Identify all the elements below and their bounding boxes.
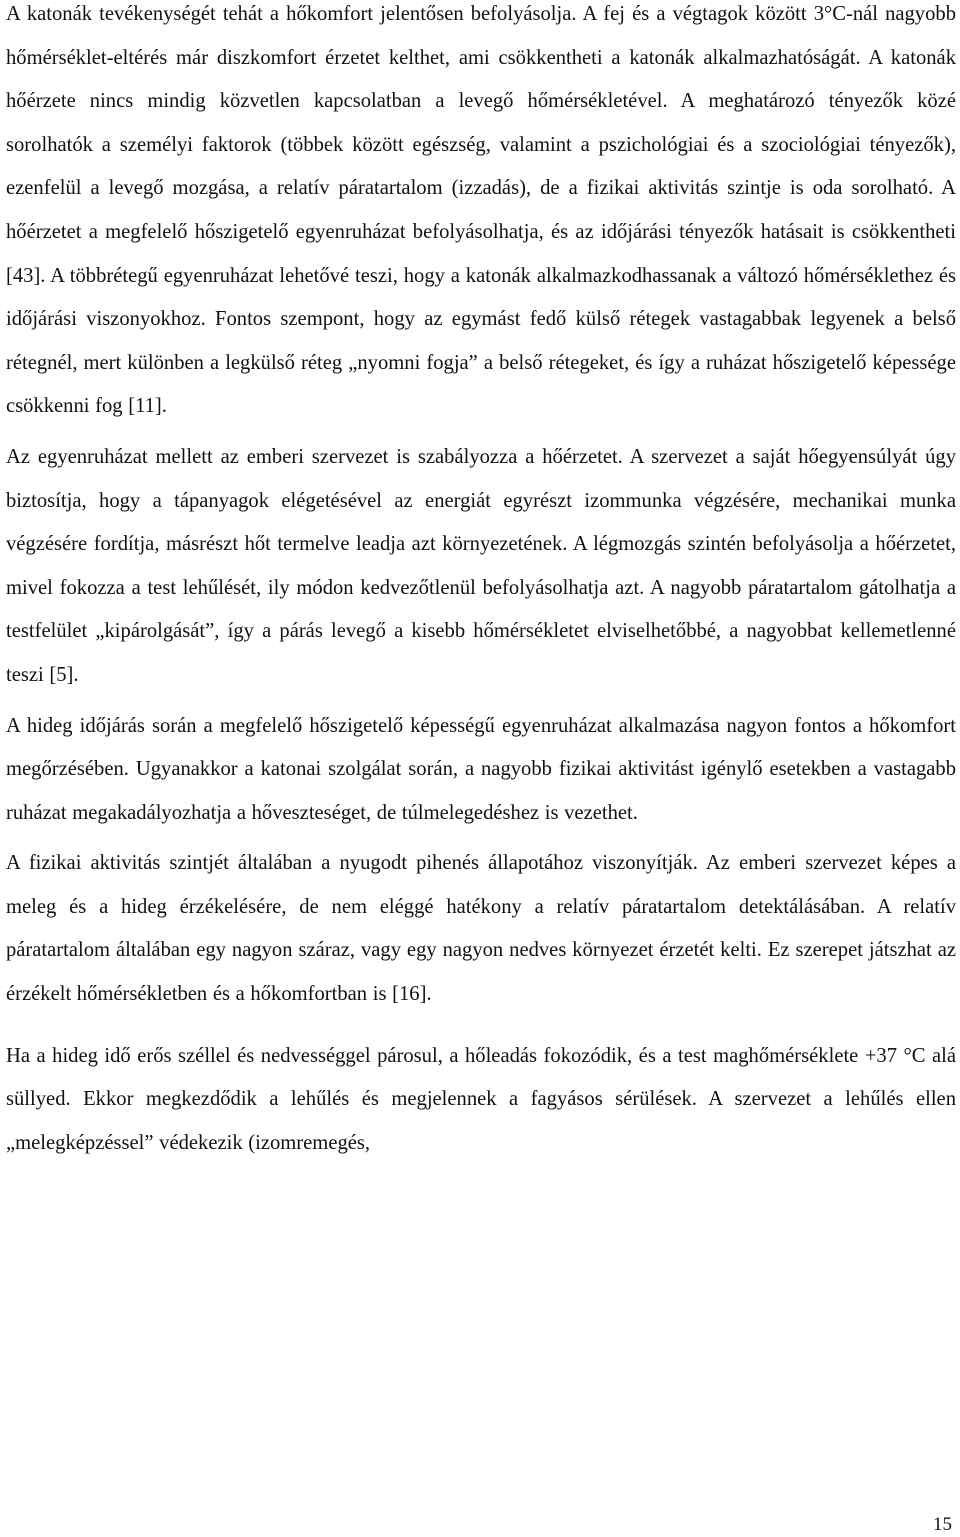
paragraph-thermal-comfort: A katonák tevékenységét tehát a hőkomfort jelentősen befolyásolja. A fej és a végtagok között 3°C-nál nagyobb hőmérséklet-eltérés már diszkomfort érzetet kelthet, ami csökkentheti a katonák alkalmazhatóságát. A katonák hőérzete nincs mindig közvetlen kapcsolatban a levegő hőmérsékletével. A meghatározó tényezők közé sorolhatók a személyi faktorok (többek között egészség, valamint a pszichológiai és a szociológiai tényezők), ezenfelül a levegő mozgása, a relatív páratartalom (izzadás), de a fizikai aktivitás szintje is oda sorolható. A hőérzetet a megfelelő hőszigetelő egyenruházat befolyásolhatja, és az időjárási tényezők hatásait is csökkentheti [43]. A többrétegű egyenruházat lehetővé teszi, hogy a katonák alkalmazkodhassanak a változó hőmérséklethez és időjárási viszonyokhoz. Fontos szempont, hogy az egymást fedő külső rétegek vastagabbak legyenek a belső rétegnél, mert különben a legkülső réteg „nyomni fogja” a belső rétegeket, és így a ruházat hőszigetelő képessége csökkenni fog [11]. bbox=[6, 3, 956, 418]
paragraph-body-regulation: Az egyenruházat mellett az emberi szervezet is szabályozza a hőérzetet. A szervezet a saját hőegyensúlyát úgy biztosítja, hogy a tápanyagok elégetésével az energiát egyrészt izommunka végzésére, mechanikai munka végzésére fordítja, másrészt hőt termelve leadja azt környezetének. A légmozgás szintén befolyásolja a hőérzetet, mivel fokozza a test lehűlését, ily módon kedvezőtlenül befolyásolhatja azt. A nagyobb páratartalom gátolhatja a testfelület „kipárolgását”, így a párás levegő a kisebb hőmérsékletet elviselhetőbbé, a nagyobbat kellemetlenné teszi [5]. bbox=[6, 445, 956, 686]
document-page bbox=[6, 0, 956, 1165]
paragraph-physical-activity: A fizikai aktivitás szintjét általában a nyugodt pihenés állapotához viszonyítják. Az emberi szervezet képes a meleg és a hideg érzékelésére, de nem eléggé hatékony a relatív páratartalom detektálásában. A relatív páratartalom általában egy nagyon száraz, vagy egy nagyon nedves környezet érzetét kelti. Ez szerepet játszhat az érzékelt hőmérsékletben és a hőkomfortban is [16]. bbox=[6, 852, 956, 1006]
paragraph-cold-wind: Ha a hideg idő erős széllel és nedvességgel párosul, a hőleadás fokozódik, és a test maghőmérséklete +37 °C alá süllyed. Ekkor megkezdődik a lehűlés és megjelennek a fagyásos sérülések. A szervezet a lehűlés ellen „melegképzéssel” védekezik (izomremegés, bbox=[6, 1044, 956, 1154]
page-number: 15 bbox=[933, 1514, 952, 1535]
paragraph-cold-weather: A hideg időjárás során a megfelelő hőszigetelő képességű egyenruházat alkalmazása nagyon fontos a hőkomfort megőrzésében. Ugyanakkor a katonai szolgálat során, a nagyobb fizikai aktivitást igénylő esetekben a vastagabb ruházat megakadályozhatja a hőveszteséget, de túlmelegedéshez is vezethet. bbox=[6, 714, 956, 824]
